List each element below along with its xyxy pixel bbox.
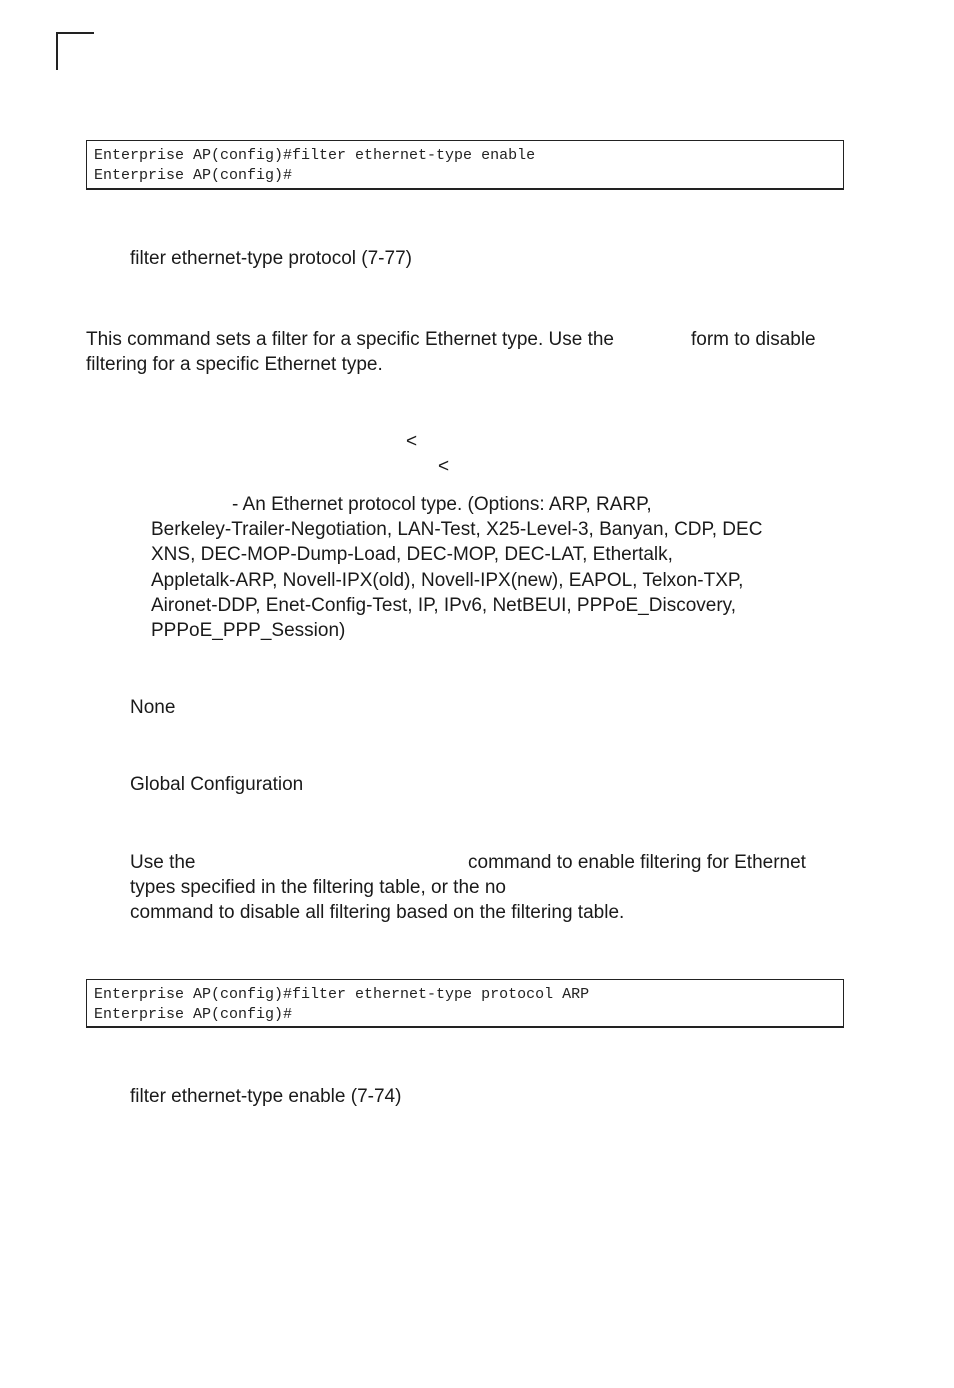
example-code-block-1 (86, 140, 844, 189)
code-line: Enterprise AP(config)#filter ethernet-type protocol ARP (94, 986, 590, 1003)
usage-line-3: command to disable all filtering based on the filtering table. (130, 902, 625, 923)
command-mode-value: Global Configuration (130, 774, 304, 795)
description-line-2: filtering for a specific Ethernet type. (86, 354, 383, 375)
page-corner-mark-vertical (56, 32, 58, 70)
example-code-block-2 (86, 979, 844, 1027)
parameter-line-1: - An Ethernet protocol type. (Options: ARP, RARP, (232, 494, 652, 515)
code-line: Enterprise AP(config)#filter ethernet-type enable (94, 147, 536, 164)
description-line-1b: form to disable (691, 329, 816, 350)
parameter-line-2: Berkeley-Trailer-Negotiation, LAN-Test, X25-Level-3, Banyan, CDP, DEC (151, 519, 763, 540)
usage-line-1b: command to enable filtering for Ethernet (468, 852, 806, 873)
parameter-line-4: Appletalk-ARP, Novell-IPX(old), Novell-IPX(new), EAPOL, Telxon-TXP, (151, 570, 744, 591)
page-corner-mark-horizontal (56, 32, 94, 34)
syntax-bracket-2: < (438, 456, 450, 477)
parameter-line-3: XNS, DEC-MOP-Dump-Load, DEC-MOP, DEC-LAT, Ethertalk, (151, 544, 673, 565)
default-setting-value: None (130, 697, 176, 718)
related-command-link-1[interactable]: filter ethernet-type protocol (7-77) (130, 248, 412, 269)
description-line-1a: This command sets a filter for a specific Ethernet type. Use the (86, 329, 615, 350)
usage-line-2: types specified in the filtering table, or the no (130, 877, 507, 898)
parameter-line-6: PPPoE_PPP_Session) (151, 620, 346, 641)
code-line: Enterprise AP(config)# (94, 166, 293, 184)
usage-line-1a: Use the (130, 852, 196, 873)
syntax-bracket-1: < (406, 431, 418, 452)
code-line: Enterprise AP(config)# (94, 1005, 293, 1023)
parameter-line-5: Aironet-DDP, Enet-Config-Test, IP, IPv6, NetBEUI, PPPoE_Discovery, (151, 595, 737, 616)
related-command-link-2[interactable]: filter ethernet-type enable (7-74) (130, 1086, 402, 1107)
